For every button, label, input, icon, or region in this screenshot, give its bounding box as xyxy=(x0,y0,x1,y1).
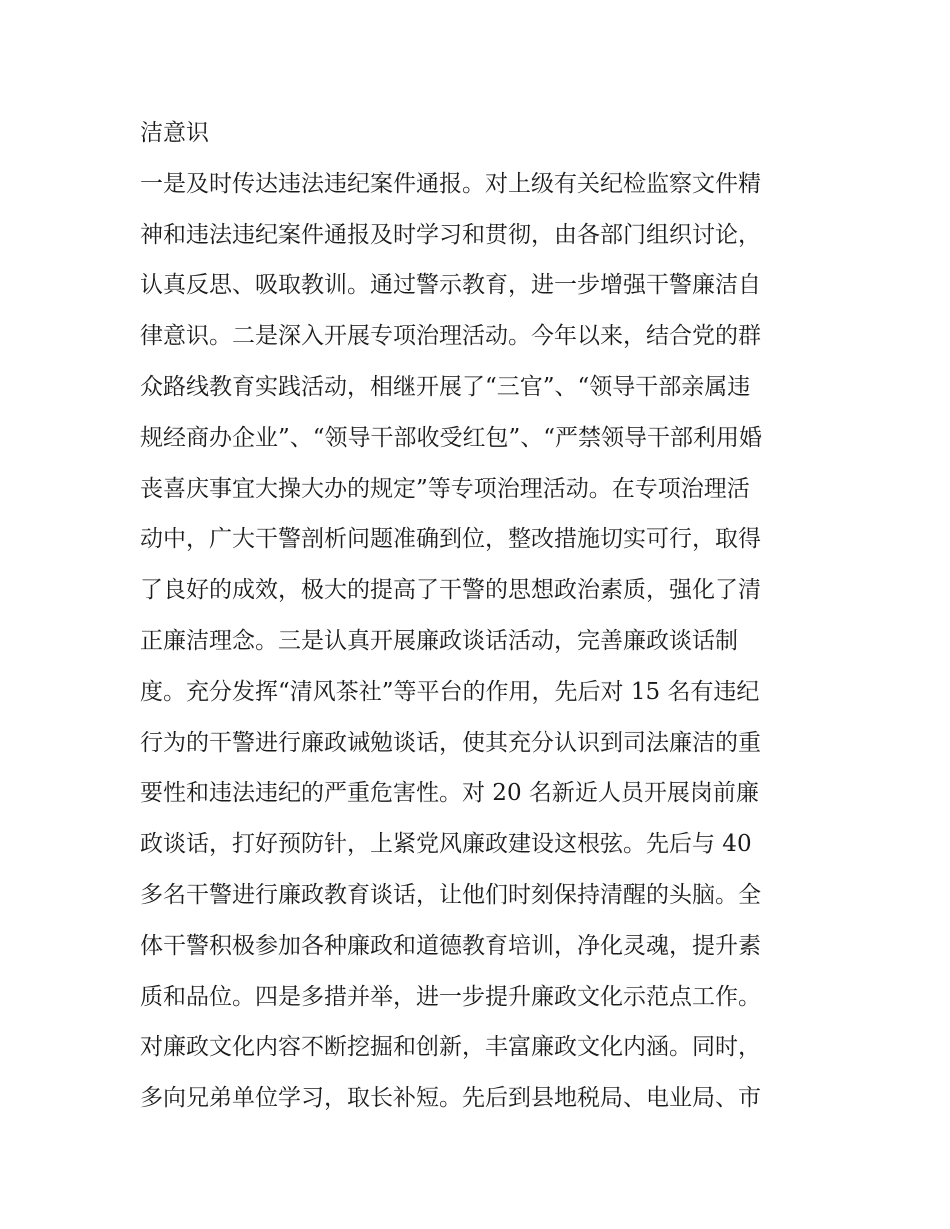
text-line: 了良好的成效，极大的提高了干警的思想政治素质，强化了清 xyxy=(140,577,761,604)
text-line: 度。充分发挥“清风茶社”等平台的作用，先后对 15 名有违纪 xyxy=(140,678,760,705)
text-line: 律意识。二是深入开展专项治理活动。今年以来，结合党的群 xyxy=(140,323,761,350)
text-line: 多向兄弟单位学习，取长补短。先后到县地税局、电业局、市 xyxy=(140,1085,761,1112)
body-text xyxy=(140,108,820,1124)
text-line: 众路线教育实践活动，相继开展了“三官”、“领导干部亲属违 xyxy=(140,373,751,400)
text-line: 要性和违法违纪的严重危害性。对 20 名新近人员开展岗前廉 xyxy=(140,780,759,807)
text-line: 体干警积极参加各种廉政和道德教育培训，净化灵魂，提升素 xyxy=(140,932,761,959)
text-line: 政谈话，打好预防针，上紧党风廉政建设这根弦。先后与 40 xyxy=(140,831,752,858)
text-line: 规经商办企业”、“领导干部收受红包”、“严禁领导干部利用婚 xyxy=(140,424,763,451)
text-line: 一是及时传达违法违纪案件通报。对上级有关纪检监察文件精 xyxy=(140,170,761,197)
text-line: 认真反思、吸取教训。通过警示教育，进一步增强干警廉洁自 xyxy=(140,272,761,299)
text-line: 质和品位。四是多措并举，进一步提升廉政文化示范点工作。 xyxy=(140,983,761,1010)
text-line: 多名干警进行廉政教育谈话，让他们时刻保持清醒的头脑。全 xyxy=(140,881,761,908)
text-line: 动中，广大干警剖析问题准确到位，整改措施切实可行，取得 xyxy=(140,526,761,553)
text-line: 神和违法违纪案件通报及时学习和贯彻，由各部门组织讨论， xyxy=(140,221,761,248)
text-line: 洁意识 xyxy=(140,120,209,146)
text-line: 丧喜庆事宜大操大办的规定”等专项治理活动。在专项治理活 xyxy=(140,475,750,502)
text-line: 行为的干警进行廉政诫勉谈话，使其充分认识到司法廉洁的重 xyxy=(140,729,761,756)
text-line: 对廉政文化内容不断挖掘和创新，丰富廉政文化内涵。同时， xyxy=(140,1034,761,1061)
text-line: 正廉洁理念。三是认真开展廉政谈话活动，完善廉政谈话制 xyxy=(140,627,738,654)
